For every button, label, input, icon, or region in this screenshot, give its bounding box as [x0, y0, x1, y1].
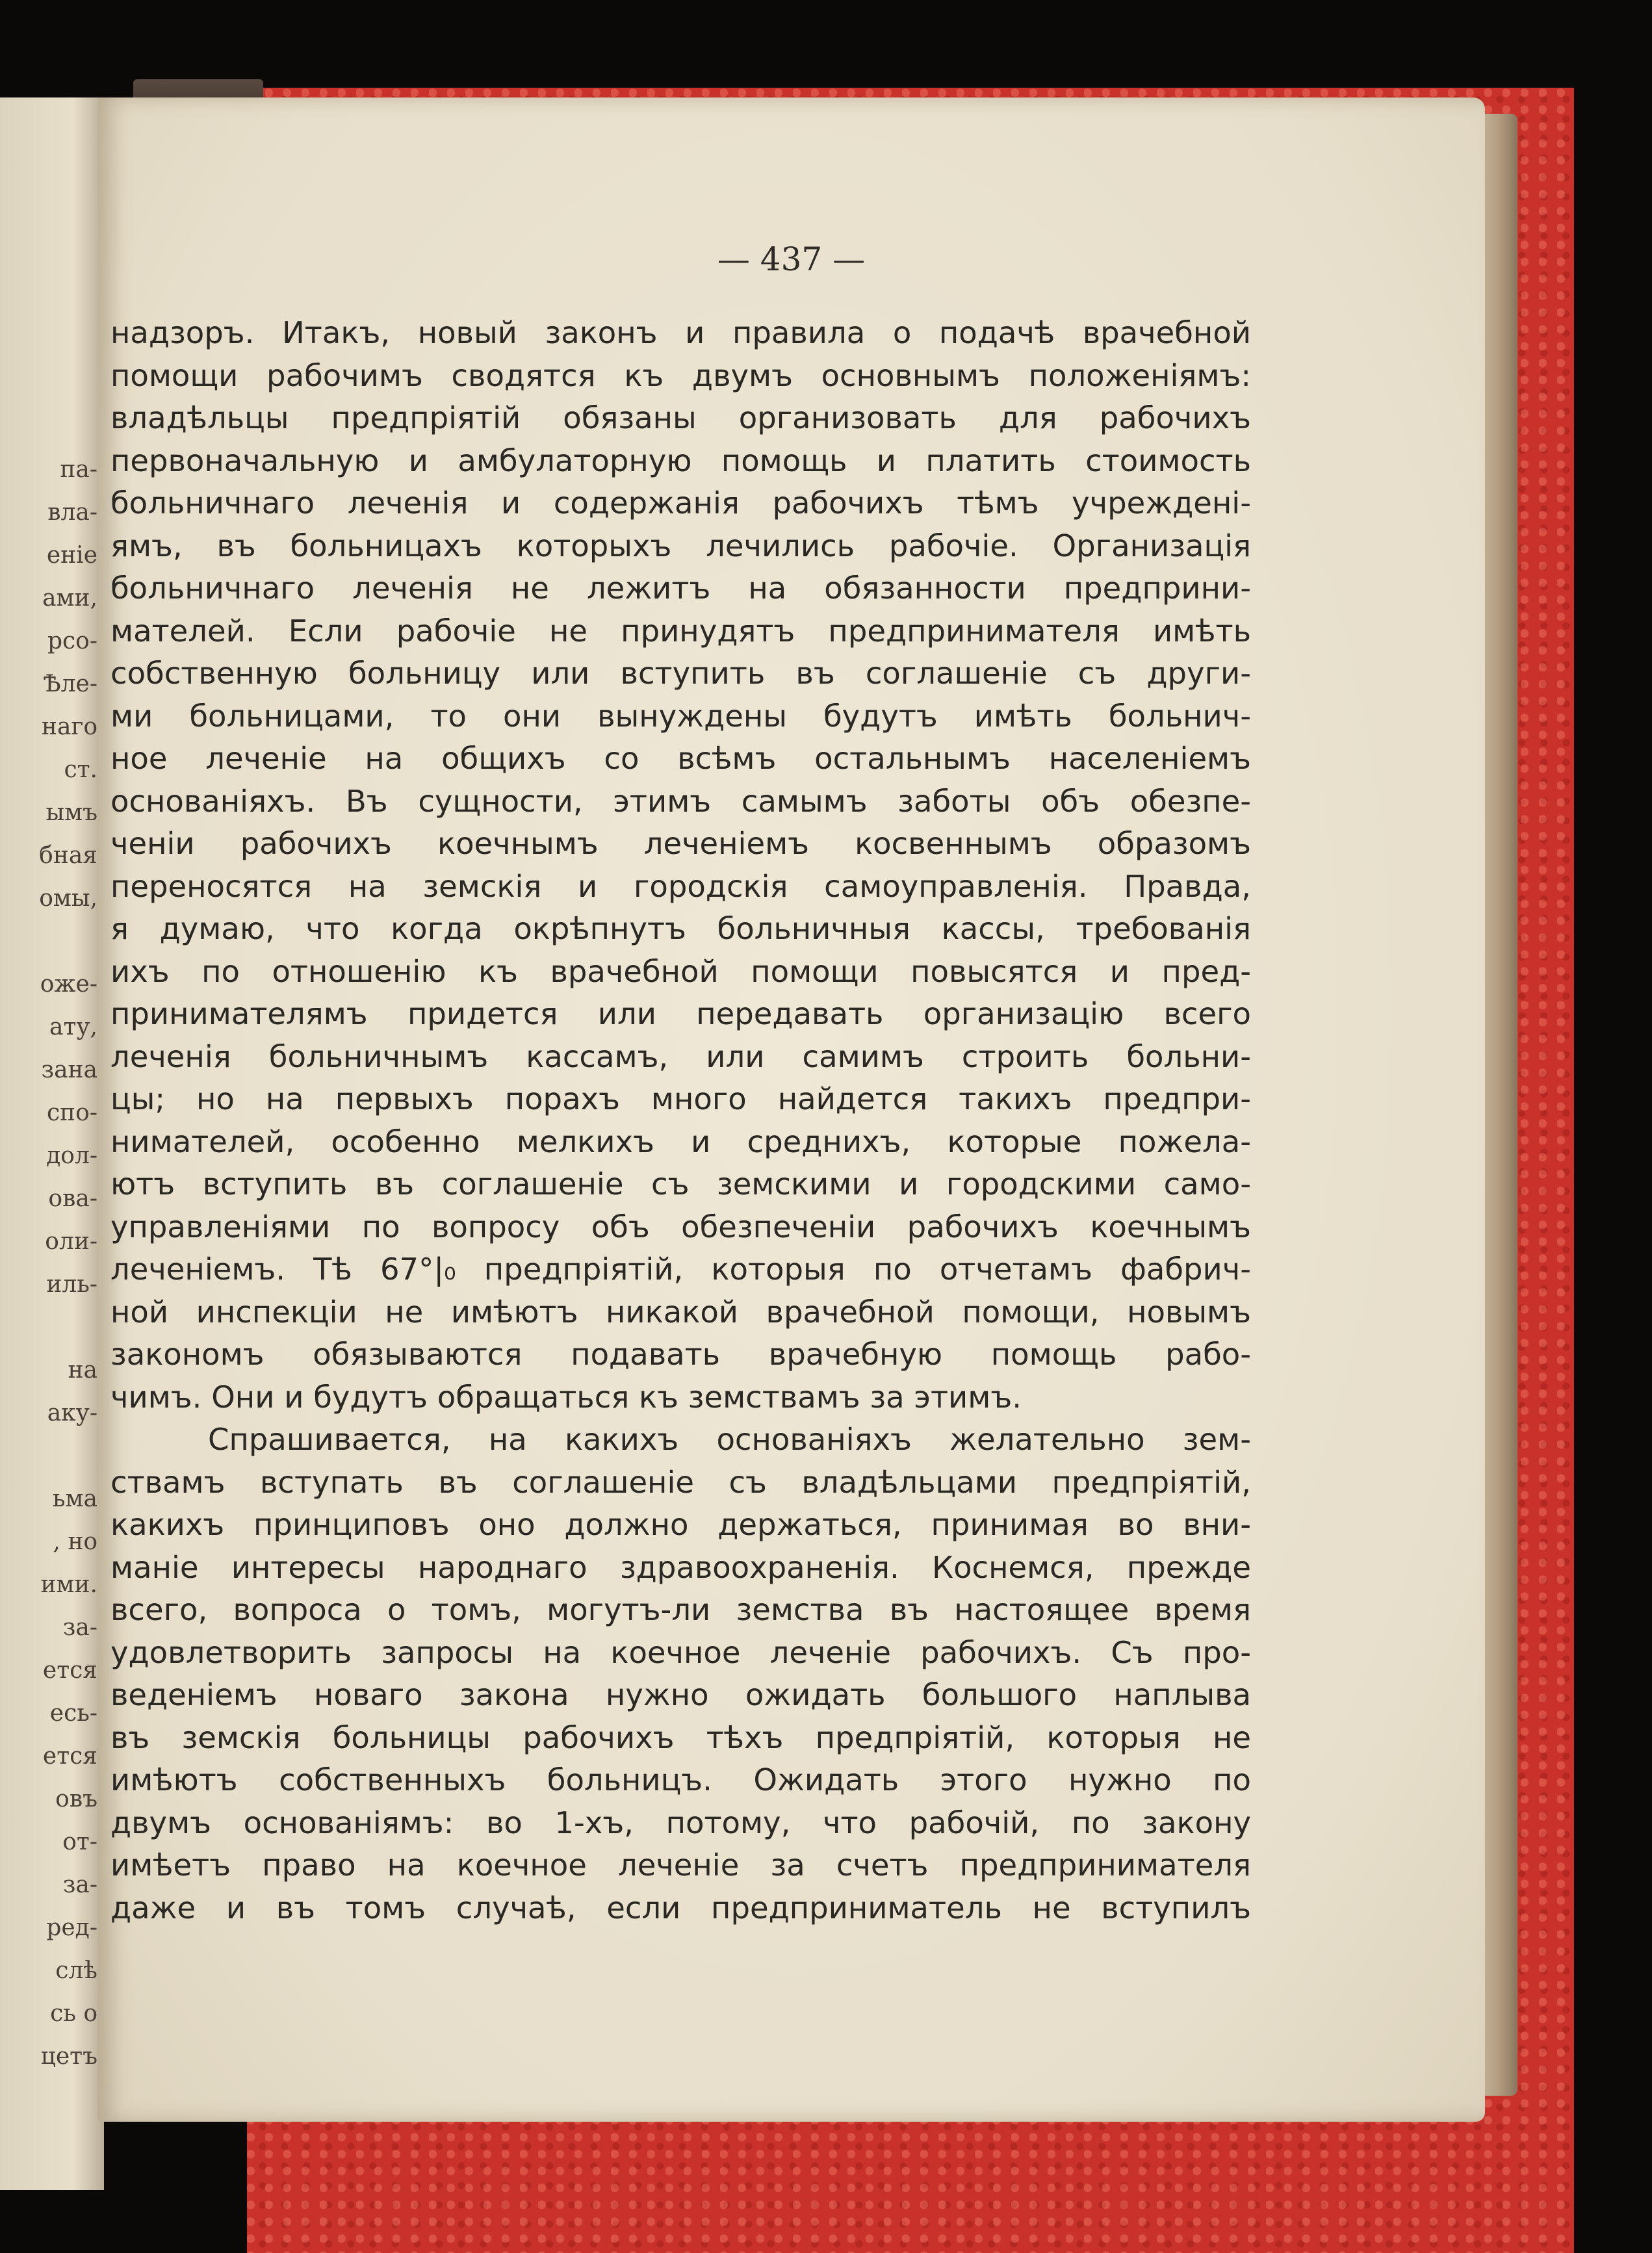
text-line: ихъ по отношенію къ врачебной помощи повысятся и пред- — [110, 953, 1251, 989]
text-line: основаніяхъ. Въ сущности, этимъ самымъ заботы объ обезпе- — [110, 783, 1251, 819]
text-line: управленіями по вопросу объ обезпеченіи рабочихъ коечнымъ — [110, 1209, 1251, 1244]
previous-page-fragment: бная — [39, 842, 97, 869]
previous-page-fragment: Ѣле- — [43, 671, 97, 697]
previous-page-fragment: омы, — [39, 885, 97, 912]
previous-page-fragment: оже- — [40, 971, 97, 998]
previous-page-fragment: ымъ — [45, 799, 97, 826]
text-line: Спрашивается, на какихъ основаніяхъ желательно зем- — [208, 1422, 1251, 1457]
previous-page-fragment: , но — [53, 1528, 97, 1555]
previous-page-fragment: ред- — [46, 1914, 97, 1941]
text-line: удовлетворить запросы на коечное леченіе рабочихъ. Съ про- — [110, 1634, 1251, 1670]
text-line: чимъ. Они и будутъ обращаться къ земствамъ за этимъ. — [110, 1379, 1022, 1415]
text-line: имѣютъ собственныхъ больницъ. Ожидать этого нужно по — [110, 1762, 1251, 1797]
text-line: двумъ основаніямъ: во 1-хъ, потому, что рабочій, по закону — [110, 1805, 1251, 1840]
previous-page-fragment: цетъ — [40, 2043, 97, 2070]
previous-page-fragment: сь о — [50, 2000, 97, 2027]
text-line: мателей. Если рабочіе не принудятъ предпринимателя имѣть — [110, 613, 1251, 649]
previous-page-fragment: ьма — [52, 1486, 97, 1512]
previous-page-fragment: ату, — [49, 1014, 97, 1040]
text-line: помощи рабочимъ сводятся къ двумъ основнымъ положеніямъ: — [110, 357, 1251, 393]
previous-page-fragment: вла- — [47, 499, 97, 526]
previous-page-text — [0, 448, 97, 2078]
text-line: ченіи рабочихъ коечнымъ леченіемъ косвеннымъ образомъ — [110, 826, 1251, 861]
text-line: леченіемъ. Тѣ 67°|₀ предпріятій, которыя по отчетамъ фабрич- — [110, 1252, 1251, 1287]
previous-page-fragment: за- — [62, 1872, 97, 1898]
text-line: переносятся на земскія и городскія самоуправленія. Правда, — [110, 868, 1251, 904]
previous-page-fragment: за- — [62, 1614, 97, 1641]
previous-page-fragment — [0, 1435, 97, 1478]
text-line: я думаю, что когда окрѣпнутъ больничныя кассы, требованія — [110, 911, 1251, 946]
previous-page-fragment: овъ — [55, 1786, 97, 1812]
previous-page-fragment: иль- — [46, 1271, 97, 1298]
text-line: ютъ вступить въ соглашеніе съ земскими и городскими само- — [110, 1166, 1251, 1202]
previous-page-fragment: спо- — [47, 1100, 97, 1126]
previous-page-fragment: ст. — [64, 756, 97, 783]
text-line: веденіемъ новаго закона нужно ожидать большого наплыва — [110, 1677, 1251, 1712]
text-line: леченія больничнымъ кассамъ, или самимъ строить больни- — [110, 1038, 1251, 1074]
text-line: ной инспекціи не имѣютъ никакой врачебной помощи, новымъ — [110, 1294, 1251, 1330]
previous-page-fragment: еніе — [46, 542, 97, 569]
page-body — [110, 312, 1251, 1929]
text-line: имѣетъ право на коечное леченіе за счетъ предпринимателя — [110, 1847, 1251, 1883]
previous-page-fragment: ется — [42, 1657, 97, 1684]
text-line: всего, вопроса о томъ, могутъ-ли земства въ настоящее время — [110, 1592, 1251, 1627]
text-line: нимателей, особенно мелкихъ и среднихъ, которые пожела- — [110, 1124, 1251, 1159]
previous-page-fragment: ими. — [40, 1571, 97, 1598]
previous-page-fragment: есь- — [49, 1700, 97, 1727]
page-number: — 437 — — [717, 240, 866, 278]
text-line: первоначальную и амбулаторную помощь и платить стоимость — [110, 443, 1251, 478]
text-line: ное леченіе на общихъ со всѣмъ остальнымъ населеніемъ — [110, 741, 1251, 776]
text-line: надзоръ. Итакъ, новый законъ и правила о подачѣ врачебной — [110, 315, 1251, 350]
previous-page-fragment: на — [68, 1357, 97, 1384]
text-line: маніе интересы народнаго здравоохраненія. Коснемся, прежде — [110, 1549, 1251, 1585]
previous-page-fragment: дол- — [46, 1142, 97, 1169]
text-line: закономъ обязываются подавать врачебную помощь рабо- — [110, 1337, 1251, 1372]
previous-page-fragment: па- — [60, 456, 97, 483]
previous-page-fragment: ова- — [48, 1185, 97, 1212]
text-line: принимателямъ придется или передавать организацію всего — [110, 996, 1251, 1031]
previous-page-fragment: ется — [42, 1743, 97, 1770]
text-line: въ земскія больницы рабочихъ тѣхъ предпріятій, которыя не — [110, 1719, 1251, 1755]
previous-page-fragment: рсо- — [47, 628, 97, 654]
book-page — [97, 97, 1485, 2122]
text-line: ствамъ вступать въ соглашеніе съ владѣльцами предпріятій, — [110, 1464, 1251, 1500]
previous-page-fragment: оли- — [45, 1228, 97, 1255]
text-line: владѣльцы предпріятій обязаны организовать для рабочихъ — [110, 400, 1251, 435]
text-line: ми больницами, то они вынуждены будутъ имѣть больнич- — [110, 698, 1251, 734]
previous-page-fragment: от- — [62, 1829, 97, 1855]
previous-page-fragment: зана — [41, 1057, 97, 1083]
text-line: больничнаго леченія не лежитъ на обязанности предприни- — [110, 571, 1251, 606]
text-line: какихъ принциповъ оно должно держаться, принимая во вни- — [110, 1507, 1251, 1542]
text-line: цы; но на первыхъ порахъ много найдется такихъ предпри- — [110, 1081, 1251, 1116]
previous-page-fragment: слѣ — [55, 1957, 97, 1984]
previous-page-fragment: ами, — [42, 585, 97, 612]
text-line: собственную больницу или вступить въ соглашеніе съ други- — [110, 656, 1251, 691]
text-line: больничнаго леченія и содержанія рабочихъ тѣмъ учреждені- — [110, 485, 1251, 521]
previous-page-fragment: наго — [42, 714, 97, 740]
text-line: ямъ, въ больницахъ которыхъ лечились рабочіе. Организація — [110, 528, 1251, 563]
previous-page-fragment — [0, 1306, 97, 1349]
text-line: даже и въ томъ случаѣ, если предприниматель не вступилъ — [110, 1890, 1251, 1925]
previous-page-fragment — [0, 920, 97, 963]
previous-page-fragment: аку- — [47, 1400, 97, 1426]
previous-page — [0, 97, 104, 2190]
